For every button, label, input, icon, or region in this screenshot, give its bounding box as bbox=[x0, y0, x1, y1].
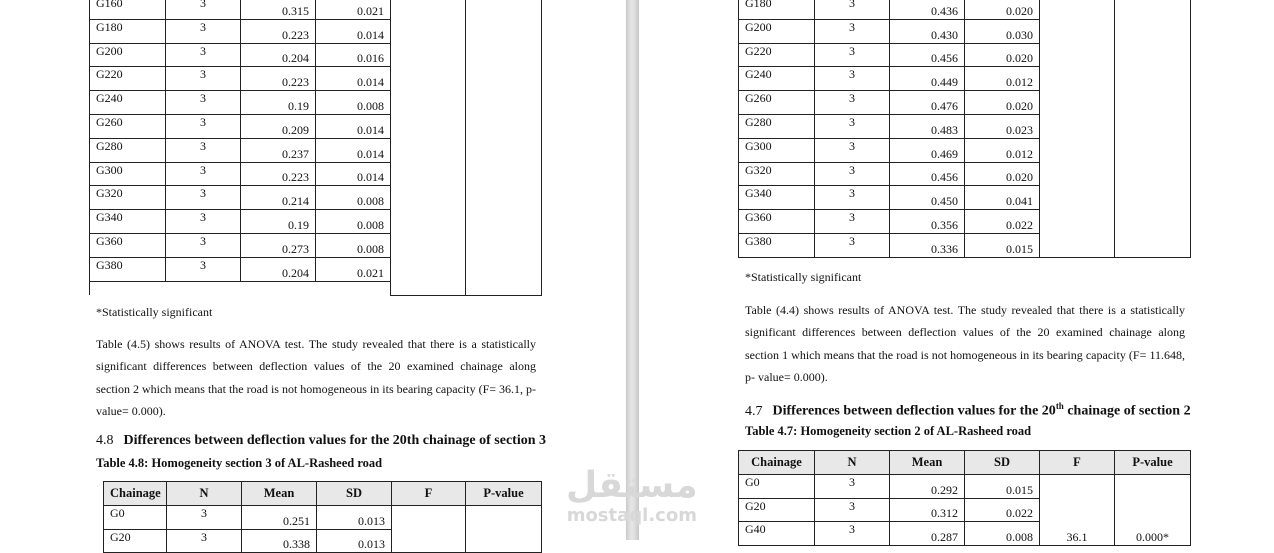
left-top-n-cell: 3 bbox=[166, 19, 241, 43]
left-top-mean-cell: 0.223 bbox=[241, 67, 316, 91]
left-bottom-row bbox=[104, 505, 542, 529]
right-top-chainage-cell: G180 bbox=[739, 0, 815, 19]
left-top-n-cell: 3 bbox=[166, 257, 241, 281]
left-top-chainage-cell: G280 bbox=[90, 138, 166, 162]
right-bottom-n-cell: 3 bbox=[815, 474, 890, 498]
right-bottom-chainage-cell: G0 bbox=[739, 474, 815, 498]
right-table-caption: Table 4.7: Homogeneity section 2 of AL-Rasheed road bbox=[745, 424, 1032, 438]
right-top-mean-cell: 0.450 bbox=[890, 186, 965, 210]
left-top-sd-cell: 0.014 bbox=[316, 67, 391, 91]
right-top-chainage-cell: G280 bbox=[739, 114, 815, 138]
left-top-n-cell: 3 bbox=[166, 67, 241, 91]
right-top-mean-cell: 0.476 bbox=[890, 91, 965, 115]
left-top-mean-cell: 0.204 bbox=[241, 43, 316, 67]
right-top-chainage-cell: G240 bbox=[739, 67, 815, 91]
right-bottom-mean-cell: 0.292 bbox=[890, 474, 965, 498]
right-bottom-chainage-cell: G40 bbox=[739, 522, 815, 546]
left-top-n-cell: 3 bbox=[166, 210, 241, 234]
right-heading-number: 4.7 bbox=[745, 403, 763, 419]
right-top-mean-cell: 0.356 bbox=[890, 210, 965, 234]
left-bottom-header-row bbox=[104, 482, 542, 506]
left-bottom-header-cell: P-value bbox=[466, 482, 542, 506]
left-top-sd-cell: 0.008 bbox=[316, 210, 391, 234]
right-top-n-cell: 3 bbox=[815, 210, 890, 234]
left-top-empty-cell bbox=[90, 281, 166, 295]
left-top-chainage-cell: G320 bbox=[90, 186, 166, 210]
left-top-mean-cell: 0.19 bbox=[241, 91, 316, 115]
right-top-chainage-cell: G260 bbox=[739, 91, 815, 115]
right-top-chainage-cell: G320 bbox=[739, 162, 815, 186]
right-top-sd-cell: 0.020 bbox=[965, 91, 1040, 115]
right-top-sd-cell: 0.041 bbox=[965, 186, 1040, 210]
right-top-n-cell: 3 bbox=[815, 19, 890, 43]
left-bottom-sd-cell: 0.013 bbox=[317, 505, 392, 529]
right-top-row bbox=[739, 0, 1191, 19]
left-top-n-cell: 3 bbox=[166, 162, 241, 186]
right-top-mean-cell: 0.430 bbox=[890, 19, 965, 43]
right-bottom-mean-cell: 0.287 bbox=[890, 522, 965, 546]
left-top-chainage-cell: G340 bbox=[90, 210, 166, 234]
left-top-mean-cell: 0.214 bbox=[241, 186, 316, 210]
left-top-chainage-cell: G360 bbox=[90, 233, 166, 257]
right-top-chainage-cell: G220 bbox=[739, 43, 815, 67]
left-top-mean-cell: 0.19 bbox=[241, 210, 316, 234]
left-top-n-cell: 3 bbox=[166, 233, 241, 257]
right-bottom-table bbox=[738, 450, 1191, 546]
right-top-chainage-cell: G200 bbox=[739, 19, 815, 43]
right-top-sd-cell: 0.023 bbox=[965, 114, 1040, 138]
right-top-mean-cell: 0.436 bbox=[890, 0, 965, 19]
left-bottom-f-cell bbox=[392, 505, 466, 553]
right-bottom-pvalue-cell: 0.000* bbox=[1115, 474, 1191, 545]
right-top-table bbox=[738, 0, 1191, 258]
right-top-chainage-cell: G380 bbox=[739, 233, 815, 257]
right-bottom-sd-cell: 0.022 bbox=[965, 498, 1040, 522]
left-top-chainage-cell: G380 bbox=[90, 257, 166, 281]
right-top-sd-cell: 0.020 bbox=[965, 162, 1040, 186]
left-top-sd-cell: 0.014 bbox=[316, 114, 391, 138]
left-top-mean-cell: 0.223 bbox=[241, 19, 316, 43]
left-bottom-header-cell: N bbox=[167, 482, 242, 506]
right-bottom-n-cell: 3 bbox=[815, 522, 890, 546]
left-top-sd-cell: 0.016 bbox=[316, 43, 391, 67]
left-top-chainage-cell: G180 bbox=[90, 19, 166, 43]
left-top-n-cell: 3 bbox=[166, 186, 241, 210]
left-paragraph: Table (4.5) shows results of ANOVA test. The study revealed that there is a statistically significant differences between deflection values of the 20 examined chainage along section 2 which means that the road is not homogeneous in its bearing capacity (F= 36.1, p- value= 0.000). bbox=[96, 337, 537, 418]
left-top-chainage-cell: G240 bbox=[90, 91, 166, 115]
right-top-chainage-cell: G340 bbox=[739, 186, 815, 210]
left-bottom-n-cell: 3 bbox=[167, 529, 242, 553]
left-top-table bbox=[89, 0, 542, 296]
left-top-mean-cell: 0.223 bbox=[241, 162, 316, 186]
left-top-sd-cell: 0.021 bbox=[316, 257, 391, 281]
left-top-f-cell bbox=[391, 0, 466, 295]
right-top-mean-cell: 0.483 bbox=[890, 114, 965, 138]
left-top-chainage-cell: G300 bbox=[90, 162, 166, 186]
right-bottom-header-cell: Mean bbox=[890, 451, 965, 475]
left-footnote: *Statistically significant bbox=[96, 305, 213, 319]
left-top-empty-cell bbox=[166, 281, 241, 295]
left-heading-number: 4.8 bbox=[96, 433, 114, 448]
right-top-mean-cell: 0.469 bbox=[890, 138, 965, 162]
left-top-mean-cell: 0.315 bbox=[241, 0, 316, 19]
left-page bbox=[0, 0, 626, 552]
left-top-n-cell: 3 bbox=[166, 138, 241, 162]
right-bottom-header-cell: P-value bbox=[1115, 451, 1191, 475]
right-heading-text-before: Differences between deflection values for the 20 bbox=[772, 403, 1056, 419]
right-top-sd-cell: 0.020 bbox=[965, 0, 1040, 19]
right-top-sd-cell: 0.012 bbox=[965, 67, 1040, 91]
left-top-pvalue-cell bbox=[466, 0, 542, 295]
left-bottom-chainage-cell: G0 bbox=[104, 505, 167, 529]
right-top-mean-cell: 0.449 bbox=[890, 67, 965, 91]
left-table-caption: Table 4.8: Homogeneity section 3 of AL-Rasheed road bbox=[96, 456, 383, 470]
left-top-sd-cell: 0.014 bbox=[316, 19, 391, 43]
left-top-empty-cell bbox=[241, 281, 316, 295]
left-top-row bbox=[90, 0, 542, 19]
right-top-n-cell: 3 bbox=[815, 0, 890, 19]
page-gutter bbox=[626, 0, 639, 540]
right-bottom-row bbox=[739, 474, 1191, 498]
right-paragraph: Table (4.4) shows results of ANOVA test. The study revealed that there is a statistically significant differences between deflection values of the 20 examined chainage along section 1 which means that the road is not homogeneous in its bearing capacity (F= 11.648, p- value= 0.000). bbox=[745, 303, 1185, 384]
right-bottom-sd-cell: 0.015 bbox=[965, 474, 1040, 498]
left-top-n-cell: 3 bbox=[166, 114, 241, 138]
left-top-sd-cell: 0.014 bbox=[316, 162, 391, 186]
right-heading-text-after: chainage of section 2 bbox=[1063, 403, 1191, 419]
watermark-latin: mostaql.com bbox=[566, 505, 697, 526]
right-top-n-cell: 3 bbox=[815, 233, 890, 257]
left-heading-text: Differences between deflection values for the 20th chainage of section 3 bbox=[123, 433, 547, 448]
left-top-mean-cell: 0.209 bbox=[241, 114, 316, 138]
right-top-n-cell: 3 bbox=[815, 67, 890, 91]
right-bottom-header-cell: SD bbox=[965, 451, 1040, 475]
left-bottom-mean-cell: 0.338 bbox=[242, 529, 317, 553]
right-bottom-f-cell: 36.1 bbox=[1040, 474, 1115, 545]
watermark bbox=[566, 466, 698, 526]
left-bottom-pvalue-cell bbox=[466, 505, 542, 553]
left-bottom-header-cell: SD bbox=[317, 482, 392, 506]
left-bottom-header-cell: F bbox=[392, 482, 466, 506]
right-page bbox=[639, 0, 1274, 545]
right-top-sd-cell: 0.015 bbox=[965, 233, 1040, 257]
right-top-n-cell: 3 bbox=[815, 91, 890, 115]
left-bottom-mean-cell: 0.251 bbox=[242, 505, 317, 529]
left-top-chainage-cell: G220 bbox=[90, 67, 166, 91]
right-top-chainage-cell: G360 bbox=[739, 210, 815, 234]
right-bottom-sd-cell: 0.008 bbox=[965, 522, 1040, 546]
left-bottom-table bbox=[103, 481, 542, 553]
left-top-sd-cell: 0.014 bbox=[316, 138, 391, 162]
right-bottom-header-cell: N bbox=[815, 451, 890, 475]
right-bottom-chainage-cell: G20 bbox=[739, 498, 815, 522]
left-top-mean-cell: 0.237 bbox=[241, 138, 316, 162]
right-top-chainage-cell: G300 bbox=[739, 138, 815, 162]
right-top-pvalue-cell bbox=[1115, 0, 1191, 257]
left-section-heading bbox=[96, 433, 546, 449]
left-top-n-cell: 3 bbox=[166, 91, 241, 115]
right-section-heading bbox=[745, 401, 1191, 420]
left-top-n-cell: 3 bbox=[166, 0, 241, 19]
left-top-chainage-cell: G200 bbox=[90, 43, 166, 67]
right-top-n-cell: 3 bbox=[815, 114, 890, 138]
watermark-arabic: مستقل bbox=[566, 465, 698, 506]
left-top-sd-cell: 0.021 bbox=[316, 0, 391, 19]
left-top-chainage-cell: G260 bbox=[90, 114, 166, 138]
right-top-sd-cell: 0.022 bbox=[965, 210, 1040, 234]
right-top-mean-cell: 0.456 bbox=[890, 162, 965, 186]
right-top-n-cell: 3 bbox=[815, 138, 890, 162]
left-top-sd-cell: 0.008 bbox=[316, 233, 391, 257]
right-top-sd-cell: 0.030 bbox=[965, 19, 1040, 43]
right-bottom-header-cell: Chainage bbox=[739, 451, 815, 475]
left-top-sd-cell: 0.008 bbox=[316, 186, 391, 210]
left-bottom-n-cell: 3 bbox=[167, 505, 242, 529]
right-bottom-n-cell: 3 bbox=[815, 498, 890, 522]
right-top-n-cell: 3 bbox=[815, 43, 890, 67]
left-top-n-cell: 3 bbox=[166, 43, 241, 67]
right-top-sd-cell: 0.020 bbox=[965, 43, 1040, 67]
left-bottom-chainage-cell: G20 bbox=[104, 529, 167, 553]
right-top-n-cell: 3 bbox=[815, 162, 890, 186]
right-bottom-mean-cell: 0.312 bbox=[890, 498, 965, 522]
right-bottom-header-row bbox=[739, 451, 1191, 475]
right-top-mean-cell: 0.456 bbox=[890, 43, 965, 67]
right-top-f-cell bbox=[1040, 0, 1115, 257]
right-footnote: *Statistically significant bbox=[745, 270, 862, 284]
left-top-sd-cell: 0.008 bbox=[316, 91, 391, 115]
left-bottom-sd-cell: 0.013 bbox=[317, 529, 392, 553]
right-top-mean-cell: 0.336 bbox=[890, 233, 965, 257]
left-top-chainage-cell: G160 bbox=[90, 0, 166, 19]
left-top-mean-cell: 0.273 bbox=[241, 233, 316, 257]
left-top-mean-cell: 0.204 bbox=[241, 257, 316, 281]
right-heading-sup: th bbox=[1055, 401, 1064, 411]
right-top-sd-cell: 0.012 bbox=[965, 138, 1040, 162]
left-top-empty-cell bbox=[316, 281, 391, 295]
right-top-n-cell: 3 bbox=[815, 186, 890, 210]
right-bottom-header-cell: F bbox=[1040, 451, 1115, 475]
left-bottom-header-cell: Mean bbox=[242, 482, 317, 506]
left-bottom-header-cell: Chainage bbox=[104, 482, 167, 506]
